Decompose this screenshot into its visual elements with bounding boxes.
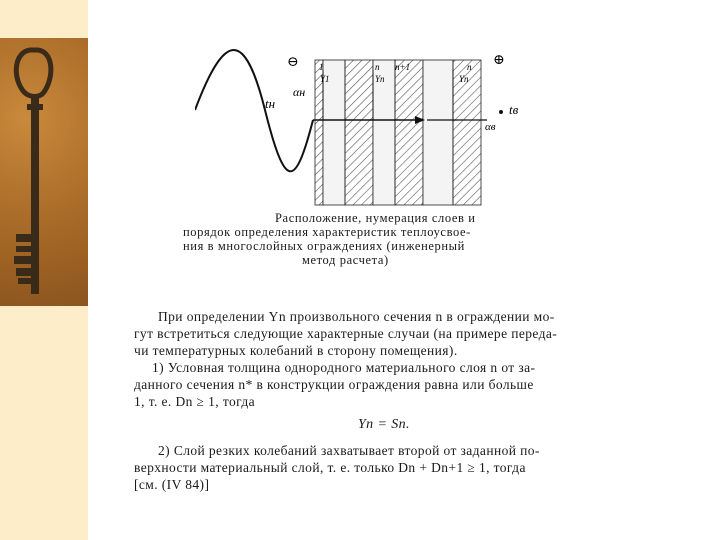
layer-3 [345, 60, 373, 205]
y1-label: Y1 [320, 74, 330, 84]
plus-sign: ⊕ [493, 53, 505, 68]
layer-5 [395, 60, 423, 205]
caption-line-2: порядок определения характеристик теплоусвое- [183, 225, 471, 239]
layer-1-label: 1 [319, 62, 324, 72]
caption-line-1: Расположение, нумерация слоев и [275, 211, 476, 225]
yn-label: Yn [375, 74, 385, 84]
formula: Yn = Sn. [358, 417, 410, 432]
y-last-label: Yn [459, 74, 469, 84]
paragraph-1-line-1: При определении Yn произвольного сечения n в ограждении мо- [158, 309, 555, 324]
paragraph-2-line-3: 1, т. е. Dn ≥ 1, тогда [134, 394, 256, 409]
antique-key-image [0, 38, 88, 306]
layer-last-label: n [467, 62, 472, 72]
t-inner-label: tн [265, 96, 276, 111]
layer-6 [423, 60, 453, 205]
paragraph-3-line-3: [см. (IV 84)] [134, 477, 210, 492]
layer-diagram [195, 40, 555, 210]
paragraph-2-line-1: 1) Условная толщина однородного материального слоя n от за- [152, 360, 536, 375]
paragraph-3-line-1: 2) Слой резких колебаний захватывает второй от заданной по- [158, 443, 540, 458]
paragraph-3-line-2: верхности материальный слой, т. е. только Dn + Dn+1 ≥ 1, тогда [134, 460, 526, 475]
caption-line-4: метод расчета) [302, 253, 389, 267]
layer-n-label: n [375, 62, 380, 72]
alpha-inner-label: αн [293, 85, 306, 99]
key-icon [0, 38, 88, 306]
paragraph-1-line-2: гут встретиться следующие характерные случаи (на примере переда- [134, 326, 558, 341]
caption-line-3: ния в многослойных ограждениях (инженерный [183, 239, 465, 253]
alpha-outer-label: αв [485, 121, 496, 133]
t-outer-label: tв [509, 102, 519, 117]
paragraph-2-line-2: данного сечения n* в конструкции ограждения равна или больше [134, 377, 534, 392]
layer-n1-label: n+1 [395, 62, 411, 72]
minus-sign: ⊖ [287, 55, 299, 70]
paragraph-1-line-3: чи температурных колебаний в сторону помещения). [134, 343, 458, 358]
